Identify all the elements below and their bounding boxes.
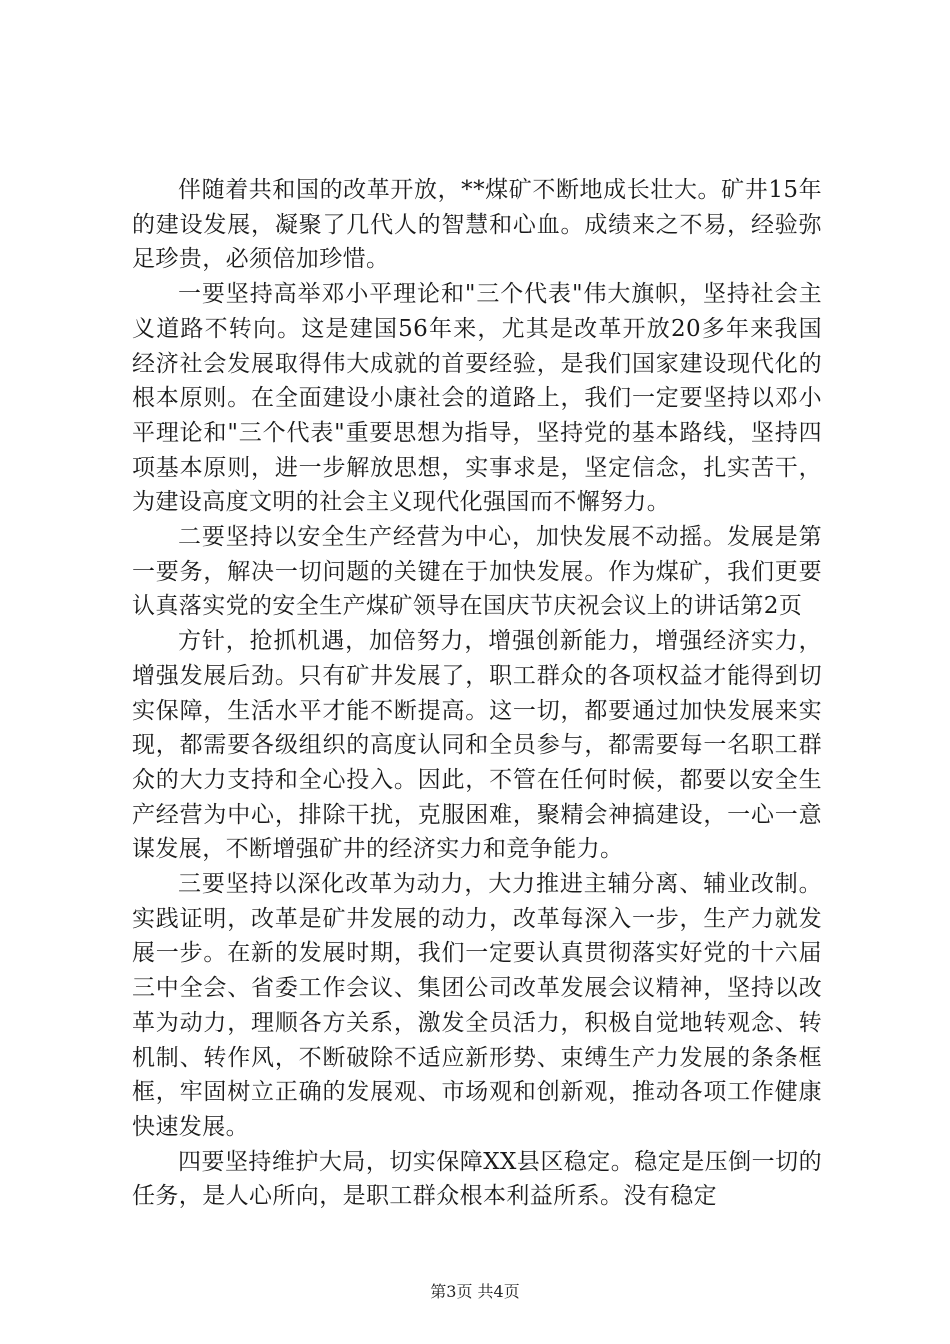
document-body bbox=[132, 173, 822, 1214]
paragraph-point-two-continued: 方针，抢抓机遇，加倍努力，增强创新能力，增强经济实力，增强发展后劲。只有矿井发展了，职工群众的各项权益才能得到切实保障，生活水平才能不断提高。这一切，都要通过加快发展来实现，都需要各级组织的高度认同和全员参与，都需要每一名职工群众的大力支持和全心投入。因此，不管在任何时候，都要以安全生产经营为中心，排除干扰，克服困难，聚精会神搞建设，一心一意谋发展，不断增强矿井的经济实力和竞争能力。 bbox=[132, 628, 822, 863]
paragraph-point-four: 四要坚持维护大局，切实保障XX县区稳定。稳定是压倒一切的任务，是人心所向，是职工群众根本利益所系。没有稳定 bbox=[132, 1148, 822, 1210]
page-footer: 第3页 共4页 bbox=[430, 1282, 520, 1301]
paragraph-intro: 伴随着共和国的改革开放，**煤矿不断地成长壮大。矿井15年的建设发展，凝聚了几代人的智慧和心血。成绩来之不易，经验弥足珍贵，必须倍加珍惜。 bbox=[132, 177, 822, 273]
paragraph-point-three: 三要坚持以深化改革为动力，大力推进主辅分离、辅业改制。实践证明，改革是矿井发展的动力，改革每深入一步，生产力就发展一步。在新的发展时期，我们一定要认真贯彻落实好党的十六届三中全会、省委工作会议、集团公司改革发展会议精神，坚持以改革为动力，理顺各方关系，激发全员活力，积极自觉地转观念、转机制、转作风，不断破除不适应新形势、束缚生产力发展的条条框框，牢固树立正确的发展观、市场观和创新观，推动各项工作健康快速发展。 bbox=[132, 871, 822, 1140]
paragraph-point-one: 一要坚持高举邓小平理论和"三个代表"伟大旗帜，坚持社会主义道路不转向。这是建国56年来，尤其是改革开放20多年来我国经济社会发展取得伟大成就的首要经验，是我们国家建设现代化的根本原则。在全面建设小康社会的道路上，我们一定要坚持以邓小平理论和"三个代表"重要思想为指导，坚持党的基本路线，坚持四项基本原则，进一步解放思想，实事求是，坚定信念，扎实苦干，为建设高度文明的社会主义现代化强国而不懈努力。 bbox=[132, 281, 822, 516]
paragraph-point-two: 二要坚持以安全生产经营为中心，加快发展不动摇。发展是第一要务，解决一切问题的关键在于加快发展。作为煤矿，我们更要认真落实党的安全生产煤矿领导在国庆节庆祝会议上的讲话第2页 bbox=[132, 524, 822, 620]
